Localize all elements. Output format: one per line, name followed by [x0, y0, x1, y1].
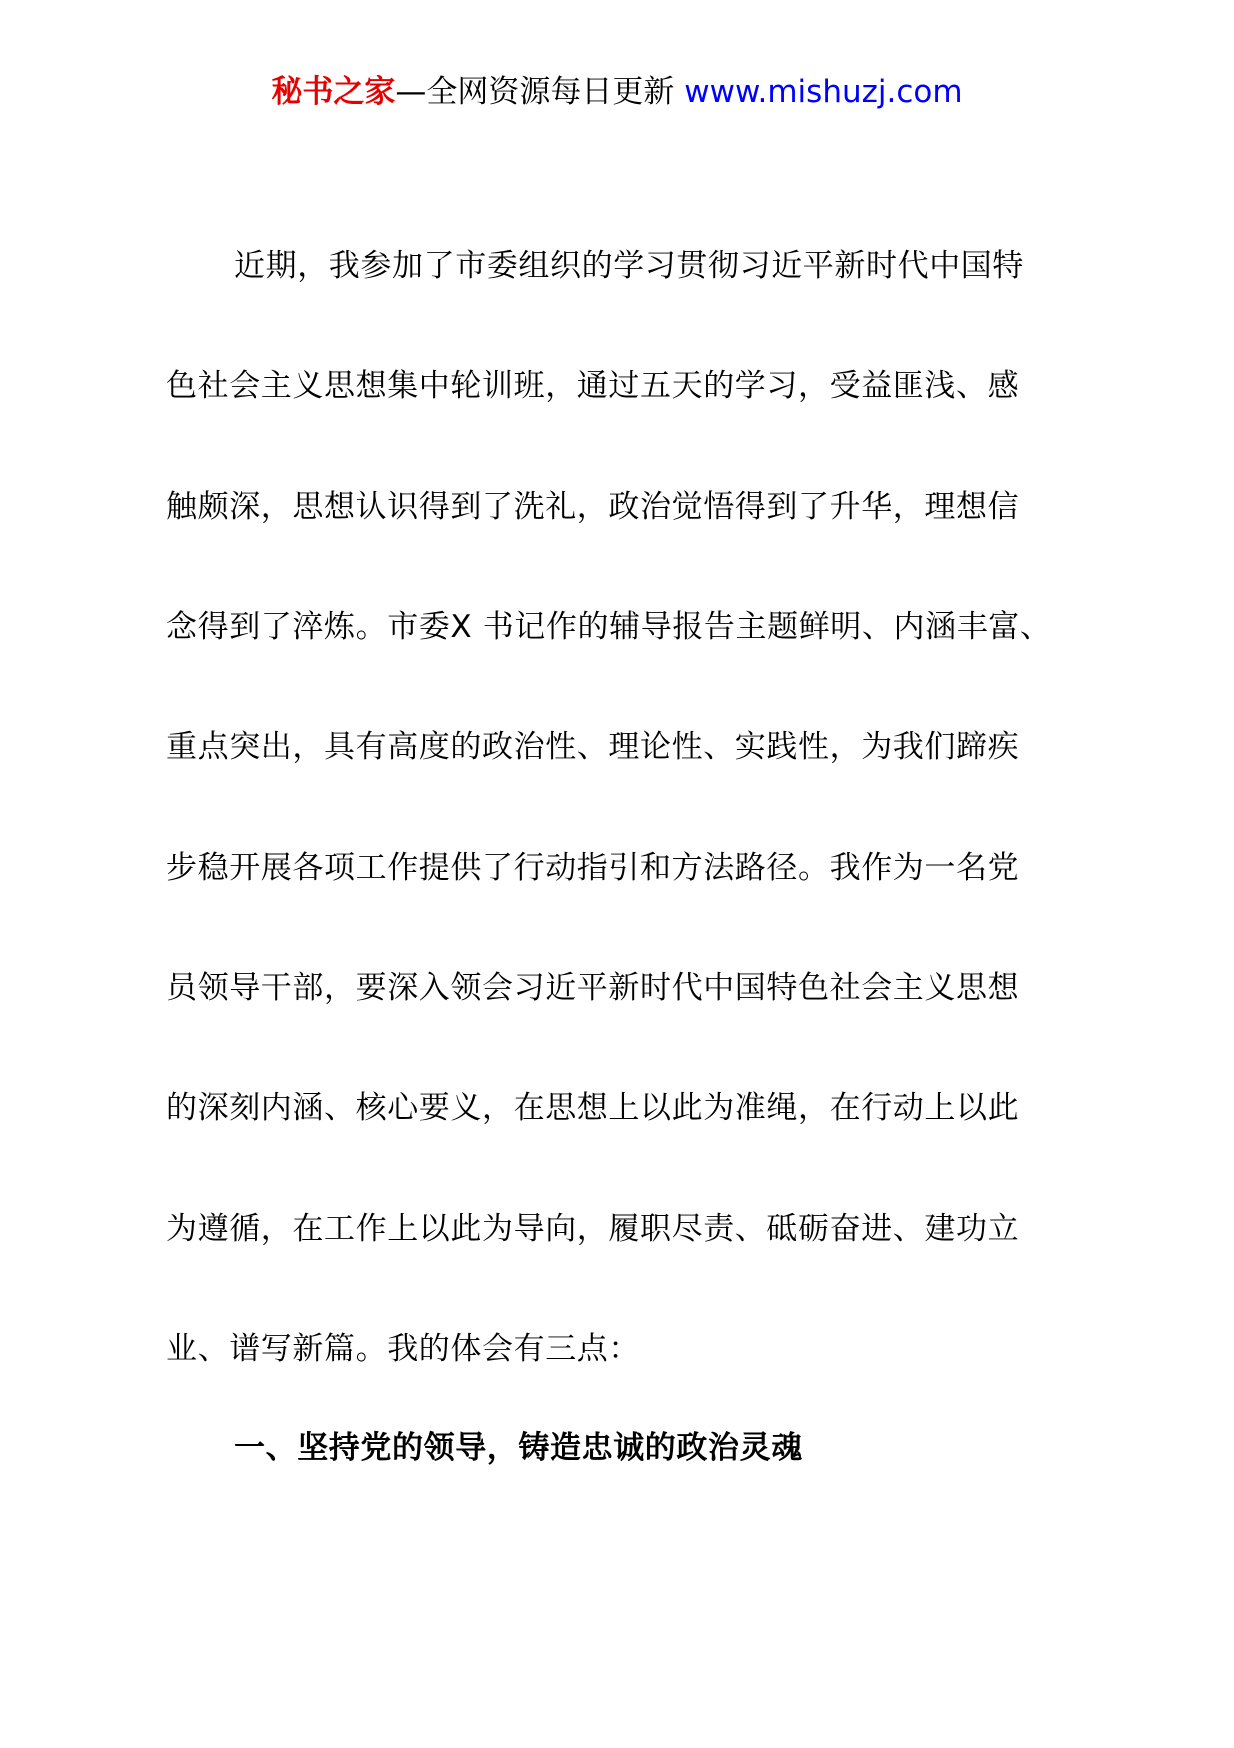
page-header [0, 72, 1234, 112]
brand-name: 秘书之家 [271, 74, 396, 110]
header-url-link[interactable]: www.mishuzj.com [684, 74, 963, 110]
section-heading: 一、坚持党的领导，铸造忠诚的政治灵魂 [234, 1430, 803, 1466]
paragraph-line: 重点突出，具有高度的政治性、理论性、实践性，为我们蹄疾 [166, 729, 1020, 765]
paragraph-line: 员领导干部，要深入领会习近平新时代中国特色社会主义思想 [166, 970, 1020, 1006]
paragraph-line: 念得到了淬炼。市委X 书记作的辅导报告主题鲜明、内涵丰富、 [166, 609, 1052, 645]
paragraph-line: 近期，我参加了市委组织的学习贯彻习近平新时代中国特 [234, 248, 1024, 284]
paragraph-line: 步稳开展各项工作提供了行动指引和方法路径。我作为一名党 [166, 850, 1020, 886]
header-tagline: —全网资源每日更新 [395, 74, 685, 110]
paragraph-line: 色社会主义思想集中轮训班，通过五天的学习，受益匪浅、感 [166, 368, 1020, 404]
paragraph-line: 业、谱写新篇。我的体会有三点： [166, 1331, 640, 1367]
paragraph-line: 的深刻内涵、核心要义，在思想上以此为准绳，在行动上以此 [166, 1090, 1020, 1126]
paragraph-line: 为遵循，在工作上以此为导向，履职尽责、砥砺奋进、建功立 [166, 1211, 1020, 1247]
paragraph-line: 触颇深，思想认识得到了洗礼，政治觉悟得到了升华，理想信 [166, 489, 1020, 525]
